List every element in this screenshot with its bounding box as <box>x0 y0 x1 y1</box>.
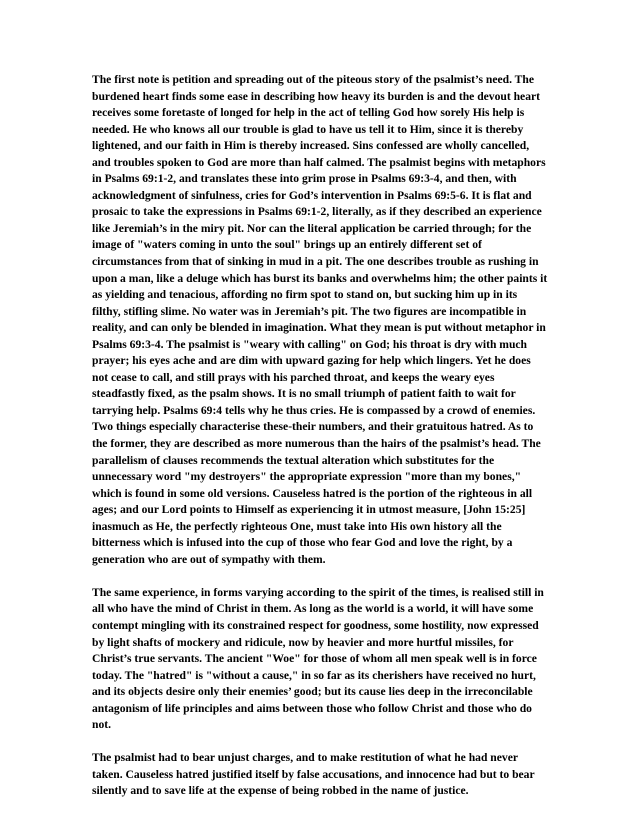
paragraph-1: The first note is petition and spreading out of the piteous story of the psalmist’s need. The burdened heart finds some ease in describing how heavy its burden is and the devout heart receives some foretaste of longed for help in the act of telling God how sorely His help is needed. He who knows all our trouble is glad to have us tell it to Him, since it is thereby lightened, and our faith in Him is thereby increased. Sins confessed are wholly cancelled, and troubles spoken to God are more than half calmed. The psalmist begins with metaphors in Psalms 69:1-2, and translates these into grim prose in Psalms 69:3-4, and then, with acknowledgment of sinfulness, cries for God’s intervention in Psalms 69:5-6. It is flat and prosaic to take the expressions in Psalms 69:1-2, literally, as if they described an experience like Jeremiah’s in the miry pit. Nor can the literal application be carried through; for the image of "waters coming in unto the soul" brings up an entirely different set of circumstances from that of sinking in mud in a pit. The one describes trouble as rushing in upon a man, like a deluge which has burst its banks and overwhelms him; the other paints it as yielding and tenacious, affording no firm spot to stand on, but sucking him up in its filthy, stifling slime. No water was in Jeremiah’s pit. The two figures are incompatible in reality, and can only be blended in imagination. What they mean is put without metaphor in Psalms 69:3-4. The psalmist is "weary with calling" on God; his throat is dry with much prayer; his eyes ache and are dim with upward gazing for help which lingers. Yet he does not cease to call, and still prays with his parched throat, and keeps the weary eyes steadfastly fixed, as the psalm shows. It is no small triumph of patient faith to wait for tarrying help. Psalms 69:4 tells why he thus cries. He is compassed by a crowd of enemies. Two things especially characterise these-their numbers, and their gratuitous hatred. As to the former, they are described as more numerous than the hairs of the psalmist’s head. The parallelism of clauses recommends the textual alteration which substitutes for the unnecessary word "my destroyers" the appropriate expression "more than my bones," which is found in some old versions. Causeless hatred is the portion of the righteous in all ages; and our Lord points to Himself as experiencing it in utmost measure, [John 15:25] inasmuch as He, the perfectly righteous One, must take into His own history all the bitterness which is infused into the cup of those who fear God and love the right, by a generation who are out of sympathy with them. <box>92 73 548 566</box>
paragraph-3: The psalmist had to bear unjust charges, and to make restitution of what he had never taken. Causeless hatred justified itself by false accusations, and innocence had but to bear silently and to save life at the expense of being robbed in the name of justice. <box>92 751 535 798</box>
document-page <box>92 72 548 816</box>
paragraph-2: The same experience, in forms varying according to the spirit of the times, is realised still in all who have the mind of Christ in them. As long as the world is a world, it will have some contempt mingling with its constrained respect for goodness, some hostility, now expressed by light shafts of mockery and ridicule, now by heavier and more hurtful missiles, for Christ’s true servants. The ancient "Woe" for those of whom all men speak well is in force today. The "hatred" is "without a cause," in so far as its cherishers have received no hurt, and its objects desire only their enemies’ good; but its cause lies deep in the irreconcilable antagonism of life principles and aims between those who follow Christ and those who do not. <box>92 585 544 732</box>
